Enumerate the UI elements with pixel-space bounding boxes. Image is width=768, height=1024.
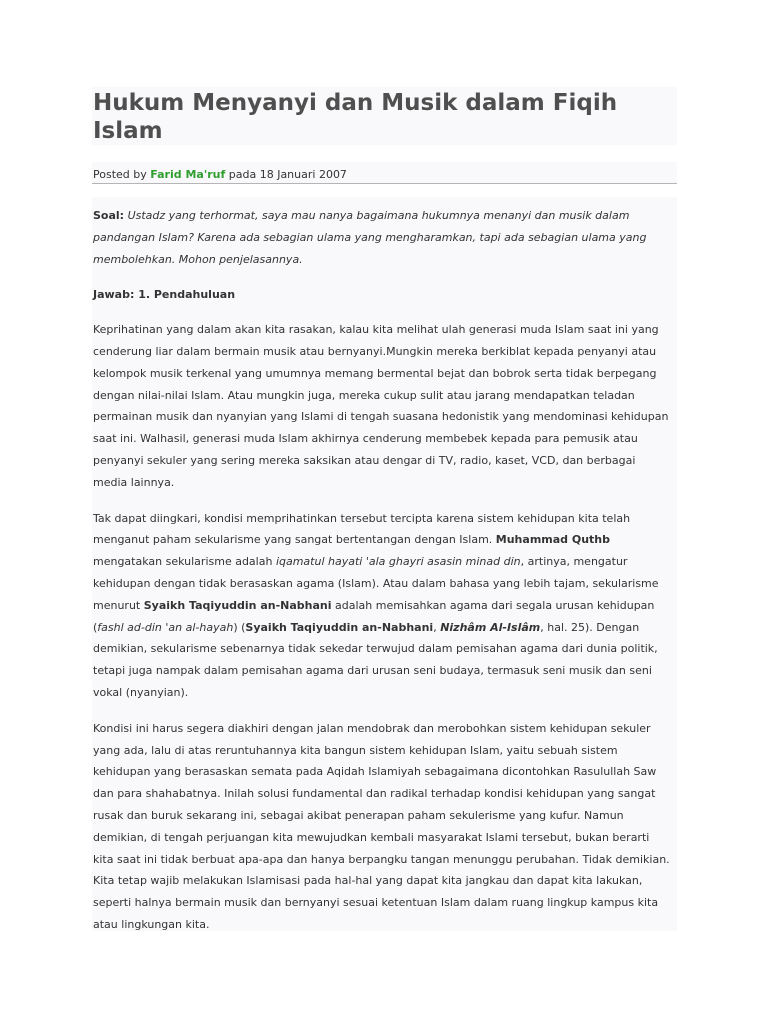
post-date: 18 Januari 2007 xyxy=(259,168,347,181)
question-label: Soal: xyxy=(93,209,125,222)
answer-heading: Jawab: 1. Pendahuluan xyxy=(93,288,236,302)
p2-bold-nabhani-2: Syaikh Taqiyuddin an-Nabhani xyxy=(245,620,434,634)
date-prefix: pada xyxy=(228,168,257,181)
p2-bold-italic-book-title xyxy=(440,621,540,634)
title-section xyxy=(92,87,677,145)
p2-italic-arabic-1: iqamatul hayati 'ala ghayri asasin minad din xyxy=(275,555,521,569)
p2-bold-nabhani-1: Syaikh Taqiyuddin an-Nabhani xyxy=(143,598,332,612)
question-paragraph xyxy=(93,205,671,270)
post-meta xyxy=(92,162,677,184)
question-text: Ustadz yang terhormat, saya mau nanya bagaimana hukumnya menanyi dan musik dalam pandangan Islam? Karena ada sebagian ulama yang mengharamkan, tapi ada sebagian ulama yang membolehkan. Mohon penjelasannya. xyxy=(93,209,647,266)
paragraph-1: Keprihatinan yang dalam akan kita rasakan, kalau kita melihat ulah generasi muda Islam saat ini yang cenderung liar dalam bermain musik atau bernyanyi.Mungkin mereka berkiblat kepada penyanyi atau kelompok musik terkenal yang umumnya memang bermental bejat dan bobrok serta tidak berpegang dengan nilai-nilai Islam. Atau mungkin juga, mereka cukup sulit atau jarang mendapatkan teladan permainan musik dan nyanyian yang Islami di tengah suasana hedonistik yang mendominasi kehidupan saat ini. Walhasil, generasi muda Islam akhirnya cenderung membebek kepada para pemusik atau penyanyi sekuler yang sering mereka saksikan atau dengar di TV, radio, kaset, VCD, dan berbagai media lainnya. xyxy=(93,323,669,489)
p2-italic-arabic-2: fashl ad-din 'an al-hayah xyxy=(97,620,234,634)
p2-text-2: mengatakan sekularisme adalah xyxy=(93,555,276,569)
paragraph-3: Kondisi ini harus segera diakhiri dengan jalan mendobrak dan merobohkan sistem kehidupan sekuler yang ada, lalu di atas reruntuhannya kita bangun sistem kehidupan Islam, yaitu sebuah sistem kehidupan yang berasaskan semata pada Aqidah Islamiyah sebagaimana dicontohkan Rasulullah Saw dan para shahabatnya. Inilah solusi fundamental dan radikal terhadap kondisi kehidupan yang sangat rusak dan buruk sekarang ini, sebagai akibat penerapan paham sekulerisme yang kufur. Namun demikian, di tengah perjuangan kita mewujudkan kembali masyarakat Islami tersebut, bukan berarti kita saat ini tidak berbuat apa-apa dan hanya berpangku tangan menunggu perubahan. Tidak demikian. Kita tetap wajib melakukan Islamisasi pada hal-hal yang dapat kita jangkau dan dapat kita lakukan, seperti halnya bermain musik dan bernyanyi sesuai ketentuan Islam dalam ruang lingkup kampus kita atau lingkungan kita. xyxy=(93,721,670,931)
book-title: Nizhâm Al-Islâm xyxy=(440,620,541,634)
post-meta-line xyxy=(93,168,347,182)
article-body xyxy=(92,197,677,931)
p2-text-5: ) ( xyxy=(233,620,246,634)
p2-text-1: Tak dapat diingkari, kondisi memprihatinkan tersebut tercipta karena sistem kehidupan kita telah menganut paham sekularisme yang sangat bertentangan dengan Islam. xyxy=(93,511,631,547)
p2-text-3: , artinya, mengatur kehidupan dengan tidak berasaskan agama (Islam). Atau dalam bahasa yang lebih tajam, sekularisme menurut xyxy=(93,555,659,612)
p2-text-6: , xyxy=(433,620,441,634)
author-link[interactable]: Farid Ma'ruf xyxy=(150,168,226,181)
p2-bold-muhammad-quthb: Muhammad Quthb xyxy=(495,533,611,547)
posted-by-label: Posted by xyxy=(93,168,147,181)
p2-text-4: adalah memisahkan agama dari segala urusan kehidupan ( xyxy=(93,598,655,634)
article-title: Hukum Menyanyi dan Musik dalam Fiqih Islam xyxy=(93,90,618,144)
p2-text-7: , hal. 25). Dengan demikian, sekularisme sebenarnya tidak sekedar terwujud dalam pemisahan agama dari dunia politik, tetapi juga nampak dalam pemisahan agama dari urusan seni budaya, termasuk seni musik dan seni vokal (nyanyian). xyxy=(93,620,658,699)
paragraph-2 xyxy=(93,508,671,704)
article-content xyxy=(93,205,671,950)
